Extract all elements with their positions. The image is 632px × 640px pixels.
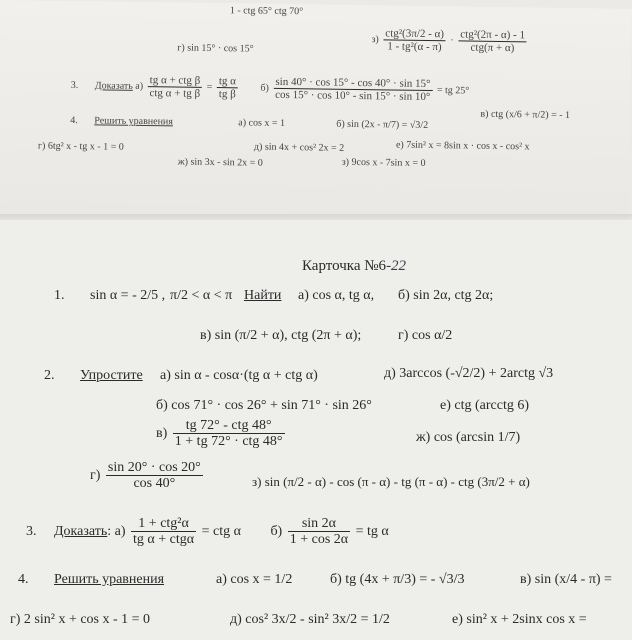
task-4-d: д) cos² 3x/2 - sin² 3x/2 = 1/2 (230, 612, 390, 627)
item-prefix: б) (270, 524, 283, 540)
fraction (106, 460, 203, 492)
fraction-den: 1 - tg²(α - π) (387, 40, 442, 54)
top-task-4-g: г) 6tg² x - tg x - 1 = 0 (37, 140, 124, 153)
top-task-4-b: б) sin (2x - π/7) = √3/2 (336, 118, 429, 131)
fraction (147, 74, 202, 100)
fraction-num: sin 2α (288, 516, 350, 532)
task-2-g (90, 460, 205, 492)
fraction-num: ctg²(3π/2 - α) (383, 27, 446, 41)
task-2-number: 2. (44, 368, 55, 383)
task-number: 3. (70, 79, 79, 91)
task-2-label: Упростите (80, 368, 143, 383)
fraction (288, 516, 350, 548)
task-1-given: sin α = - 2/5 , (90, 288, 166, 303)
equation-rhs: = tg α (355, 524, 389, 540)
item-prefix: а) (135, 80, 144, 92)
card-title-text: Карточка №6 (302, 258, 387, 274)
fraction (173, 418, 285, 450)
fraction (273, 76, 432, 103)
fraction-num: tg 72° - ctg 48° (173, 418, 285, 434)
task-1-g: г) cos α/2 (398, 328, 453, 343)
task-label: Решить уравнения (94, 115, 174, 128)
top-task-4 (70, 115, 173, 127)
fraction-num: tg α (217, 75, 238, 88)
fraction (217, 75, 238, 100)
task-2-b: б) cos 71° · cos 26° + sin 71° · sin 26° (156, 398, 372, 413)
task-4-label: Решить уравнения (54, 572, 165, 587)
equation-rhs: = ctg α (201, 524, 241, 540)
task-4-b: б) tg (4x + π/3) = - √3/3 (330, 572, 465, 587)
task-4-e: е) sin² x + 2sinx cos x = (452, 612, 587, 627)
task-number: 3. (26, 524, 37, 540)
task-4-a: а) cos x = 1/2 (216, 572, 293, 587)
task-label: Доказать (94, 80, 133, 92)
task-2-zh: ж) cos (arcsin 1/7) (416, 430, 521, 445)
task-1-range: π/2 < α < π (170, 288, 233, 303)
task-2-a: а) sin α - cosα·(tg α + ctg α) (160, 368, 318, 383)
item-prefix: б) (260, 82, 269, 94)
top-task-4-zh: ж) sin 3x - sin 2x = 0 (177, 156, 263, 169)
fraction-num: tg α + ctg β (148, 74, 203, 88)
task-1-number: 1. (54, 288, 65, 303)
top-task-4-v: в) ctg (x/6 + π/2) = - 1 (480, 108, 571, 121)
fraction-num: ctg²(2π - α) - 1 (458, 28, 527, 42)
top-task-4-e: е) 7sin² x = 8sin x · cos x - cos² x (395, 139, 530, 153)
task-number: 4. (70, 114, 78, 127)
item-prefix: в) (156, 426, 168, 442)
item-prefix: а) (114, 524, 126, 540)
task-4-v: в) sin (x/4 - π) = (520, 572, 612, 587)
task-1-a: а) cos α, tg α, (298, 288, 375, 303)
task-4-number: 4. (18, 572, 29, 587)
top-task-4-a: а) cos x = 1 (238, 117, 286, 129)
top-task-4-d: д) sin 4x + cos² 2x = 2 (253, 141, 345, 154)
item-prefix: з) (371, 34, 379, 46)
card-6 (0, 220, 632, 640)
top-item-z: з) $\frac{\text{ctg²(3π/2 - α)}}{\text{1 - tg²(α - π)}}$ · $\frac{\text{ctg²(2π - α) - 1}}{\text{ctg(π + α)}}$ (371, 27, 526, 55)
fraction-den: tg β (218, 88, 236, 101)
task-2-e: е) ctg (arcctg 6) (440, 398, 529, 413)
task-4-g: г) 2 sin² x + cos x - 1 = 0 (10, 612, 151, 627)
task-1-v: в) sin (π/2 + α), ctg (2π + α); (200, 328, 362, 343)
fraction-den: 1 + tg 72° · ctg 48° (174, 434, 283, 450)
fraction (131, 516, 196, 548)
previous-card (0, 0, 632, 229)
card-title-handwritten: -22 (386, 258, 407, 274)
equation-rhs: = tg 25° (436, 84, 470, 97)
top-item-g: г) sin 15° · cos 15° (177, 42, 254, 55)
task-2-d: д) 3arccos (-√2/2) + 2arctg √3 (384, 366, 554, 381)
fraction (383, 27, 446, 53)
fraction-den: 1 + cos 2α (289, 532, 349, 548)
fraction-den: tg α + ctgα (133, 532, 195, 548)
card-title (302, 258, 406, 275)
task-2-z: з) sin (π/2 - α) - cos (π - α) - tg (π - α) - ctg (3π/2 + α) (252, 474, 530, 489)
task-label: Доказать (54, 524, 108, 540)
fraction-den: ctg α + tg β (149, 87, 201, 100)
task-3: 3. Доказать: а) $\frac{\text{1 + ctg²α}}{\text{tg α + ctgα}}$ = ctg α б) $\frac{\sin 2\alpha}{1 + \cos 2\alpha}$ = tg α (26, 516, 389, 548)
item-prefix: г) (90, 468, 101, 484)
top-task-4-z: з) 9cos x - 7sin x = 0 (341, 156, 426, 169)
fraction (458, 28, 527, 54)
fraction-num: sin 40° · cos 15° - cos 40° · sin 15° (273, 76, 432, 91)
fraction-den: cos 15° · cos 10° - sin 15° · sin 10° (275, 88, 431, 104)
task-2-v (156, 418, 287, 450)
top-task-3: 3. Доказать а) $\frac{\text{tg α + ctg β}}{\text{ctg α + tg β}}$ = $\frac{\text{tg α}}{\text{tg β}}$ б) $\frac{\sin 40^\circ \cdot \cos 15^\circ - \cos 40^\circ \cdot \sin 15^\circ}{\cos 15^\circ \cdot \cos 10^\circ - \sin 15^\circ \cdot \sin 10^\circ}$ = tg 25° (70, 74, 470, 104)
fraction-den: cos 40° (133, 476, 176, 492)
task-1-b: б) sin 2α, ctg 2α; (398, 288, 494, 303)
fraction-den: ctg(π + α) (470, 41, 515, 55)
task-1-find-label: Найти (244, 288, 282, 303)
fraction-num: 1 + ctg²α (131, 516, 196, 532)
top-line-1: 1 - ctg 65° ctg 70° (229, 5, 304, 18)
fraction-num: sin 20° · cos 20° (107, 460, 201, 475)
